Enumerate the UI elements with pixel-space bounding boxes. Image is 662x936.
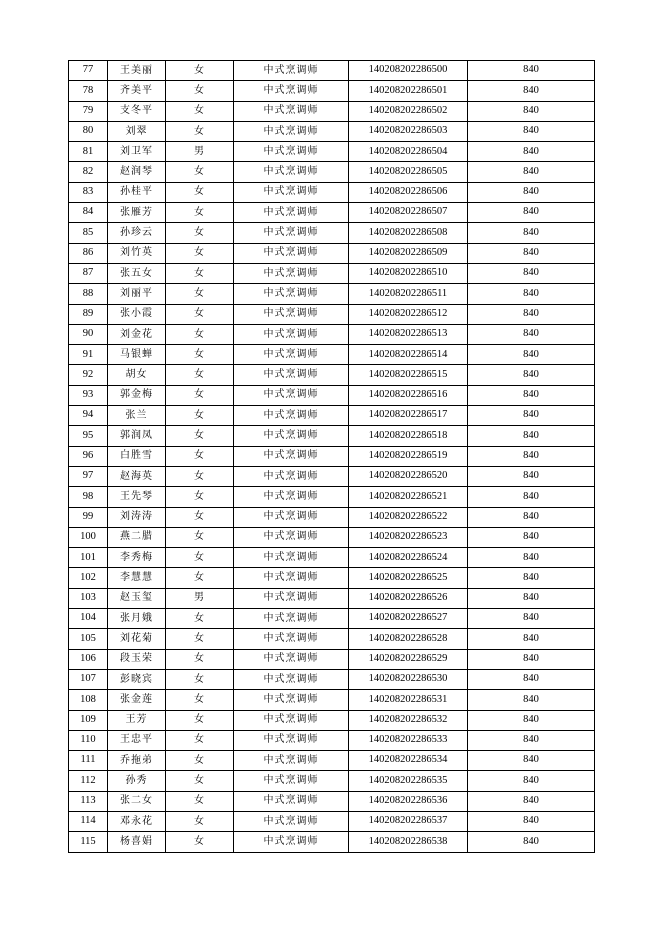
occupation-cell: 中式烹调师 (234, 811, 349, 831)
table-row (69, 243, 595, 263)
occupation-cell: 中式烹调师 (234, 527, 349, 547)
certificate-number-cell: 140208202286527 (349, 609, 468, 629)
certificate-number-cell: 140208202286518 (349, 426, 468, 446)
row-number-cell: 114 (69, 811, 108, 831)
table-row (69, 690, 595, 710)
certificate-number-cell: 140208202286535 (349, 771, 468, 791)
name-cell: 赵润琴 (108, 162, 166, 182)
table-row (69, 832, 595, 852)
occupation-cell: 中式烹调师 (234, 121, 349, 141)
table-row (69, 487, 595, 507)
amount-cell: 840 (468, 507, 595, 527)
gender-cell: 女 (166, 61, 234, 81)
amount-cell: 840 (468, 385, 595, 405)
row-number-cell: 95 (69, 426, 108, 446)
name-cell: 齐美平 (108, 81, 166, 101)
certificate-number-cell: 140208202286524 (349, 548, 468, 568)
gender-cell: 女 (166, 304, 234, 324)
gender-cell: 女 (166, 203, 234, 223)
table-row (69, 162, 595, 182)
name-cell: 刘涛涛 (108, 507, 166, 527)
occupation-cell: 中式烹调师 (234, 81, 349, 101)
certificate-number-cell: 140208202286500 (349, 61, 468, 81)
row-number-cell: 93 (69, 385, 108, 405)
row-number-cell: 100 (69, 527, 108, 547)
table-row (69, 527, 595, 547)
occupation-cell: 中式烹调师 (234, 304, 349, 324)
row-number-cell: 102 (69, 568, 108, 588)
table-row (69, 649, 595, 669)
name-cell: 支冬平 (108, 101, 166, 121)
gender-cell: 女 (166, 324, 234, 344)
row-number-cell: 113 (69, 791, 108, 811)
certificate-number-cell: 140208202286537 (349, 811, 468, 831)
gender-cell: 男 (166, 142, 234, 162)
row-number-cell: 84 (69, 203, 108, 223)
occupation-cell: 中式烹调师 (234, 426, 349, 446)
gender-cell: 女 (166, 284, 234, 304)
name-cell: 邓永花 (108, 811, 166, 831)
certificate-number-cell: 140208202286526 (349, 588, 468, 608)
table-row (69, 466, 595, 486)
name-cell: 刘花菊 (108, 629, 166, 649)
row-number-cell: 107 (69, 669, 108, 689)
gender-cell: 女 (166, 771, 234, 791)
table-row (69, 142, 595, 162)
name-cell: 彭晓宾 (108, 669, 166, 689)
name-cell: 刘卫军 (108, 142, 166, 162)
occupation-cell: 中式烹调师 (234, 365, 349, 385)
occupation-cell: 中式烹调师 (234, 507, 349, 527)
gender-cell: 女 (166, 182, 234, 202)
name-cell: 张二女 (108, 791, 166, 811)
certificate-number-cell: 140208202286531 (349, 690, 468, 710)
name-cell: 张小霞 (108, 304, 166, 324)
occupation-cell: 中式烹调师 (234, 609, 349, 629)
row-number-cell: 80 (69, 121, 108, 141)
amount-cell: 840 (468, 243, 595, 263)
occupation-cell: 中式烹调师 (234, 385, 349, 405)
certificate-number-cell: 140208202286534 (349, 751, 468, 771)
amount-cell: 840 (468, 466, 595, 486)
certificate-number-cell: 140208202286519 (349, 446, 468, 466)
row-number-cell: 86 (69, 243, 108, 263)
gender-cell: 女 (166, 669, 234, 689)
gender-cell: 女 (166, 446, 234, 466)
occupation-cell: 中式烹调师 (234, 324, 349, 344)
table-row (69, 324, 595, 344)
table-row (69, 406, 595, 426)
certificate-number-cell: 140208202286507 (349, 203, 468, 223)
row-number-cell: 112 (69, 771, 108, 791)
certificate-number-cell: 140208202286508 (349, 223, 468, 243)
certificate-number-cell: 140208202286505 (349, 162, 468, 182)
occupation-cell: 中式烹调师 (234, 548, 349, 568)
table-row (69, 365, 595, 385)
amount-cell: 840 (468, 61, 595, 81)
certificate-number-cell: 140208202286523 (349, 527, 468, 547)
row-number-cell: 92 (69, 365, 108, 385)
row-number-cell: 99 (69, 507, 108, 527)
gender-cell: 女 (166, 730, 234, 750)
row-number-cell: 106 (69, 649, 108, 669)
name-cell: 刘翠 (108, 121, 166, 141)
occupation-cell: 中式烹调师 (234, 182, 349, 202)
table-row (69, 446, 595, 466)
amount-cell: 840 (468, 751, 595, 771)
table-row (69, 182, 595, 202)
name-cell: 王忠平 (108, 730, 166, 750)
occupation-cell: 中式烹调师 (234, 771, 349, 791)
row-number-cell: 111 (69, 751, 108, 771)
gender-cell: 女 (166, 832, 234, 852)
row-number-cell: 101 (69, 548, 108, 568)
table-row (69, 304, 595, 324)
table-row (69, 811, 595, 831)
gender-cell: 女 (166, 548, 234, 568)
certificate-number-cell: 140208202286522 (349, 507, 468, 527)
gender-cell: 女 (166, 121, 234, 141)
roster-body (69, 61, 595, 853)
gender-cell: 女 (166, 466, 234, 486)
amount-cell: 840 (468, 304, 595, 324)
amount-cell: 840 (468, 263, 595, 283)
name-cell: 乔拖弟 (108, 751, 166, 771)
gender-cell: 女 (166, 609, 234, 629)
amount-cell: 840 (468, 345, 595, 365)
amount-cell: 840 (468, 406, 595, 426)
name-cell: 燕二腊 (108, 527, 166, 547)
gender-cell: 女 (166, 162, 234, 182)
occupation-cell: 中式烹调师 (234, 345, 349, 365)
occupation-cell: 中式烹调师 (234, 730, 349, 750)
amount-cell: 840 (468, 669, 595, 689)
name-cell: 刘丽平 (108, 284, 166, 304)
name-cell: 刘竹英 (108, 243, 166, 263)
gender-cell: 女 (166, 243, 234, 263)
amount-cell: 840 (468, 690, 595, 710)
amount-cell: 840 (468, 811, 595, 831)
amount-cell: 840 (468, 649, 595, 669)
certificate-number-cell: 140208202286536 (349, 791, 468, 811)
certificate-number-cell: 140208202286517 (349, 406, 468, 426)
row-number-cell: 103 (69, 588, 108, 608)
occupation-cell: 中式烹调师 (234, 751, 349, 771)
name-cell: 孙秀 (108, 771, 166, 791)
certificate-number-cell: 140208202286538 (349, 832, 468, 852)
row-number-cell: 104 (69, 609, 108, 629)
certificate-number-cell: 140208202286515 (349, 365, 468, 385)
name-cell: 张金莲 (108, 690, 166, 710)
gender-cell: 女 (166, 811, 234, 831)
row-number-cell: 105 (69, 629, 108, 649)
amount-cell: 840 (468, 142, 595, 162)
row-number-cell: 79 (69, 101, 108, 121)
name-cell: 段玉荣 (108, 649, 166, 669)
table-row (69, 588, 595, 608)
row-number-cell: 82 (69, 162, 108, 182)
occupation-cell: 中式烹调师 (234, 203, 349, 223)
gender-cell: 女 (166, 101, 234, 121)
row-number-cell: 87 (69, 263, 108, 283)
occupation-cell: 中式烹调师 (234, 406, 349, 426)
name-cell: 马银蝉 (108, 345, 166, 365)
occupation-cell: 中式烹调师 (234, 690, 349, 710)
certificate-number-cell: 140208202286502 (349, 101, 468, 121)
row-number-cell: 85 (69, 223, 108, 243)
occupation-cell: 中式烹调师 (234, 223, 349, 243)
gender-cell: 女 (166, 568, 234, 588)
certificate-number-cell: 140208202286525 (349, 568, 468, 588)
gender-cell: 女 (166, 487, 234, 507)
table-row (69, 629, 595, 649)
amount-cell: 840 (468, 629, 595, 649)
amount-cell: 840 (468, 81, 595, 101)
amount-cell: 840 (468, 446, 595, 466)
gender-cell: 女 (166, 751, 234, 771)
certificate-number-cell: 140208202286532 (349, 710, 468, 730)
amount-cell: 840 (468, 324, 595, 344)
amount-cell: 840 (468, 832, 595, 852)
row-number-cell: 109 (69, 710, 108, 730)
name-cell: 郭金梅 (108, 385, 166, 405)
table-row (69, 507, 595, 527)
row-number-cell: 83 (69, 182, 108, 202)
row-number-cell: 91 (69, 345, 108, 365)
row-number-cell: 78 (69, 81, 108, 101)
certificate-number-cell: 140208202286501 (349, 81, 468, 101)
gender-cell: 女 (166, 263, 234, 283)
name-cell: 赵玉玺 (108, 588, 166, 608)
row-number-cell: 77 (69, 61, 108, 81)
amount-cell: 840 (468, 527, 595, 547)
amount-cell: 840 (468, 710, 595, 730)
name-cell: 王美丽 (108, 61, 166, 81)
occupation-cell: 中式烹调师 (234, 487, 349, 507)
name-cell: 张兰 (108, 406, 166, 426)
amount-cell: 840 (468, 365, 595, 385)
table-row (69, 710, 595, 730)
table-row (69, 751, 595, 771)
name-cell: 王先琴 (108, 487, 166, 507)
table-row (69, 101, 595, 121)
occupation-cell: 中式烹调师 (234, 791, 349, 811)
table-row (69, 609, 595, 629)
occupation-cell: 中式烹调师 (234, 629, 349, 649)
occupation-cell: 中式烹调师 (234, 568, 349, 588)
certificate-number-cell: 140208202286511 (349, 284, 468, 304)
gender-cell: 女 (166, 649, 234, 669)
row-number-cell: 110 (69, 730, 108, 750)
row-number-cell: 115 (69, 832, 108, 852)
table-row (69, 385, 595, 405)
certificate-number-cell: 140208202286510 (349, 263, 468, 283)
occupation-cell: 中式烹调师 (234, 142, 349, 162)
amount-cell: 840 (468, 487, 595, 507)
certificate-number-cell: 140208202286504 (349, 142, 468, 162)
occupation-cell: 中式烹调师 (234, 669, 349, 689)
occupation-cell: 中式烹调师 (234, 162, 349, 182)
table-row (69, 730, 595, 750)
certificate-number-cell: 140208202286530 (349, 669, 468, 689)
gender-cell: 女 (166, 385, 234, 405)
certificate-number-cell: 140208202286529 (349, 649, 468, 669)
certificate-number-cell: 140208202286512 (349, 304, 468, 324)
table-row (69, 791, 595, 811)
name-cell: 刘金花 (108, 324, 166, 344)
table-row (69, 568, 595, 588)
occupation-cell: 中式烹调师 (234, 101, 349, 121)
gender-cell: 女 (166, 406, 234, 426)
table-row (69, 771, 595, 791)
amount-cell: 840 (468, 791, 595, 811)
amount-cell: 840 (468, 588, 595, 608)
name-cell: 王芳 (108, 710, 166, 730)
amount-cell: 840 (468, 730, 595, 750)
table-row (69, 61, 595, 81)
table-row (69, 669, 595, 689)
occupation-cell: 中式烹调师 (234, 466, 349, 486)
name-cell: 李慧慧 (108, 568, 166, 588)
name-cell: 赵海英 (108, 466, 166, 486)
gender-cell: 女 (166, 426, 234, 446)
name-cell: 张五女 (108, 263, 166, 283)
name-cell: 杨喜娟 (108, 832, 166, 852)
gender-cell: 女 (166, 791, 234, 811)
amount-cell: 840 (468, 121, 595, 141)
certificate-number-cell: 140208202286506 (349, 182, 468, 202)
occupation-cell: 中式烹调师 (234, 588, 349, 608)
amount-cell: 840 (468, 771, 595, 791)
row-number-cell: 88 (69, 284, 108, 304)
name-cell: 郭润凤 (108, 426, 166, 446)
row-number-cell: 90 (69, 324, 108, 344)
gender-cell: 女 (166, 81, 234, 101)
row-number-cell: 89 (69, 304, 108, 324)
amount-cell: 840 (468, 284, 595, 304)
occupation-cell: 中式烹调师 (234, 832, 349, 852)
table-row (69, 203, 595, 223)
name-cell: 李秀梅 (108, 548, 166, 568)
name-cell: 孙桂平 (108, 182, 166, 202)
row-number-cell: 98 (69, 487, 108, 507)
occupation-cell: 中式烹调师 (234, 263, 349, 283)
name-cell: 张雁芳 (108, 203, 166, 223)
row-number-cell: 96 (69, 446, 108, 466)
gender-cell: 女 (166, 629, 234, 649)
row-number-cell: 81 (69, 142, 108, 162)
certificate-number-cell: 140208202286503 (349, 121, 468, 141)
amount-cell: 840 (468, 101, 595, 121)
table-row (69, 121, 595, 141)
amount-cell: 840 (468, 568, 595, 588)
certificate-number-cell: 140208202286514 (349, 345, 468, 365)
gender-cell: 男 (166, 588, 234, 608)
certificate-number-cell: 140208202286533 (349, 730, 468, 750)
table-row (69, 426, 595, 446)
row-number-cell: 97 (69, 466, 108, 486)
amount-cell: 840 (468, 182, 595, 202)
name-cell: 白胜雪 (108, 446, 166, 466)
gender-cell: 女 (166, 345, 234, 365)
certificate-number-cell: 140208202286528 (349, 629, 468, 649)
amount-cell: 840 (468, 223, 595, 243)
amount-cell: 840 (468, 162, 595, 182)
amount-cell: 840 (468, 548, 595, 568)
table-row (69, 223, 595, 243)
table-row (69, 345, 595, 365)
occupation-cell: 中式烹调师 (234, 710, 349, 730)
gender-cell: 女 (166, 710, 234, 730)
roster-table (68, 60, 595, 853)
table-row (69, 548, 595, 568)
name-cell: 胡女 (108, 365, 166, 385)
name-cell: 张月娥 (108, 609, 166, 629)
name-cell: 孙珍云 (108, 223, 166, 243)
amount-cell: 840 (468, 609, 595, 629)
row-number-cell: 94 (69, 406, 108, 426)
occupation-cell: 中式烹调师 (234, 243, 349, 263)
gender-cell: 女 (166, 365, 234, 385)
occupation-cell: 中式烹调师 (234, 649, 349, 669)
certificate-number-cell: 140208202286521 (349, 487, 468, 507)
certificate-number-cell: 140208202286513 (349, 324, 468, 344)
gender-cell: 女 (166, 223, 234, 243)
amount-cell: 840 (468, 203, 595, 223)
gender-cell: 女 (166, 690, 234, 710)
occupation-cell: 中式烹调师 (234, 61, 349, 81)
row-number-cell: 108 (69, 690, 108, 710)
certificate-number-cell: 140208202286516 (349, 385, 468, 405)
table-row (69, 263, 595, 283)
table-row (69, 81, 595, 101)
occupation-cell: 中式烹调师 (234, 284, 349, 304)
certificate-number-cell: 140208202286509 (349, 243, 468, 263)
gender-cell: 女 (166, 527, 234, 547)
certificate-number-cell: 140208202286520 (349, 466, 468, 486)
occupation-cell: 中式烹调师 (234, 446, 349, 466)
amount-cell: 840 (468, 426, 595, 446)
gender-cell: 女 (166, 507, 234, 527)
table-row (69, 284, 595, 304)
